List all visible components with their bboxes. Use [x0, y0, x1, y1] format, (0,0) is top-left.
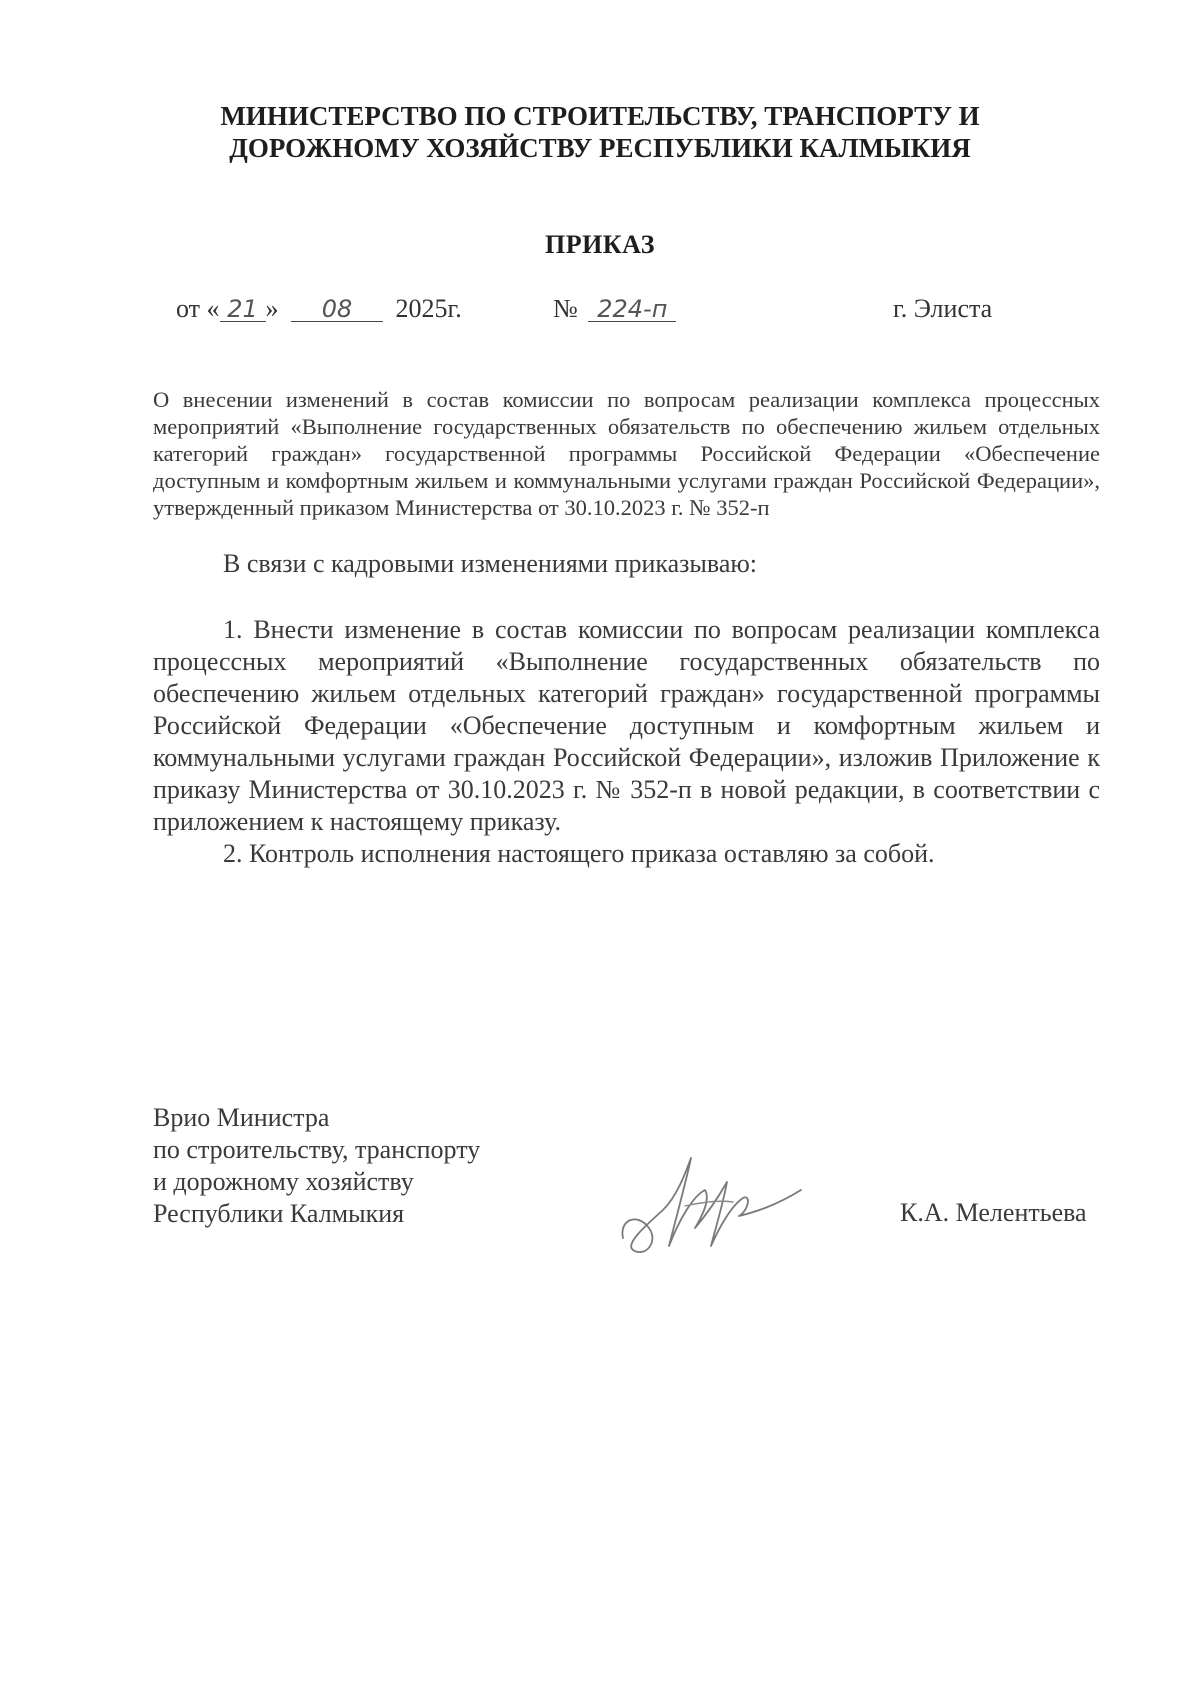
- signatory-title-line-3: и дорожному хозяйству: [153, 1167, 414, 1196]
- document-type-title: ПРИКАЗ: [544, 230, 656, 259]
- number-handwritten: 224-п: [588, 295, 676, 322]
- order-items: [153, 614, 1100, 870]
- number-prefix: №: [553, 294, 578, 323]
- signatory-title-line-2: по строительству, транспорту: [153, 1135, 481, 1164]
- handwritten-signature: [615, 1150, 815, 1265]
- order-subject: [153, 386, 1100, 521]
- order-item-2: 2. Контроль исполнения настоящего приказа оставляю за собой.: [223, 839, 935, 868]
- date-mid: »: [265, 294, 279, 323]
- preamble-text: В связи с кадровыми изменениями приказываю:: [223, 549, 758, 578]
- signatory-title: [153, 1102, 480, 1230]
- signatory-title-line-1: Врио Министра: [153, 1103, 330, 1132]
- organization-name-line-1: МИНИСТЕРСТВО ПО СТРОИТЕЛЬСТВУ, ТРАНСПОРТУ И: [220, 101, 980, 131]
- organization-name: [0, 100, 1200, 164]
- date-day-handwritten: 21: [220, 295, 266, 322]
- signature-scribble: [615, 1150, 815, 1260]
- city: г. Элиста: [893, 294, 993, 323]
- preamble: [153, 548, 1100, 580]
- organization-name-line-2: ДОРОЖНОМУ ХОЗЯЙСТВУ РЕСПУБЛИКИ КАЛМЫКИЯ: [229, 133, 971, 163]
- date-year: 2025г.: [395, 294, 462, 323]
- order-subject-text: О внесении изменений в состав комиссии по вопросам реализации комплекса процессных мероприятий «Выполнение государственных обязательств по обеспечению жильем отдельных категорий граждан» государственной программы Российской Федерации «Обеспечение доступным и комфортным жильем и коммунальными услугами граждан Российской Федерации», утвержденный приказом Министерства от 30.10.2023 г. № 352-п: [153, 387, 1100, 520]
- signatory-title-line-4: Республики Калмыкия: [153, 1199, 405, 1228]
- order-item-1: 1. Внести изменение в состав комиссии по вопросам реализации комплекса процессных мероприятий «Выполнение государственных обязательств по обеспечению жильем отдельных категорий граждан» государственной программы Российской Федерации «Обеспечение доступным и комфортным жильем и коммунальными услугами граждан Российской Федерации», изложив Приложение к приказу Министерства от 30.10.2023 г. № 352-п в новой редакции, в соответствии с приложением к настоящему приказу.: [153, 615, 1100, 836]
- order-number: [553, 294, 676, 324]
- order-date: [176, 294, 462, 324]
- date-prefix: от «: [176, 294, 220, 323]
- date-month-handwritten: 08: [291, 295, 383, 322]
- signer-name: К.А. Мелентьева: [900, 1198, 1087, 1227]
